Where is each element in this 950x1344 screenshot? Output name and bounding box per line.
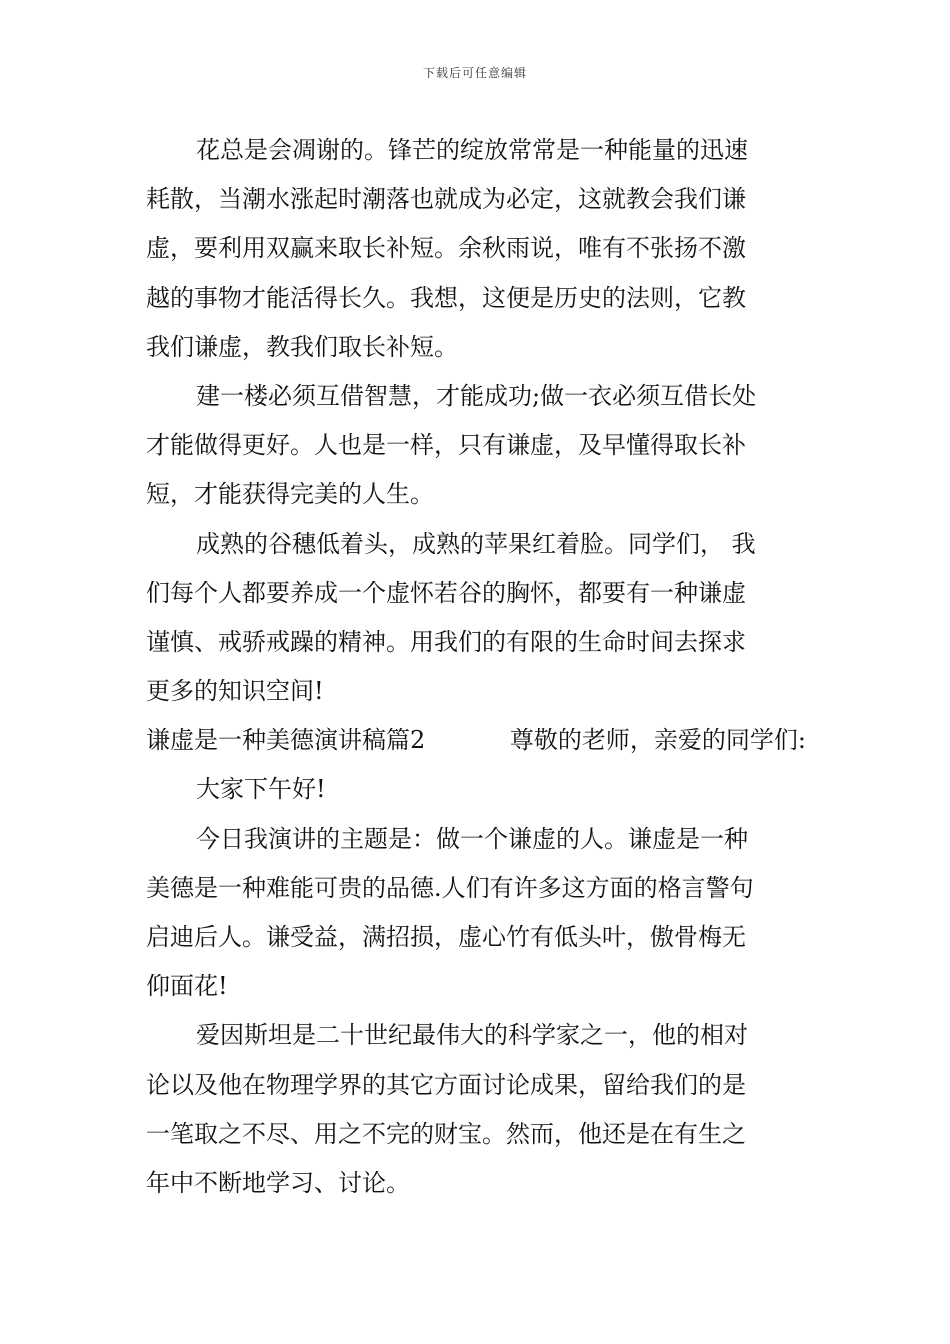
paragraph-line: 今日我演讲的主题是：做一个谦虚的人。谦虚是一种 xyxy=(196,824,748,853)
salutation: 尊敬的老师，亲爱的同学们: xyxy=(509,726,806,755)
paragraph-line: 更多的知识空间! xyxy=(146,677,324,706)
paragraph-5 xyxy=(146,1011,806,1208)
paragraph-line: 花总是会凋谢的。锋芒的绽放常常是一种能量的迅速 xyxy=(196,136,748,164)
paragraph-line: 一笔取之不尽、用之不完的财宝。然而，他还是在有生之 xyxy=(146,1119,746,1148)
paragraph-line: 论以及他在物理学界的其它方面讨论成果，留给我们的是 xyxy=(146,1070,746,1099)
paragraph-line: 我们谦虚，教我们取长补短。 xyxy=(146,332,458,361)
paragraph-line: 仰面花! xyxy=(146,972,228,1001)
paragraph-line: 成熟的谷穗低着头，成熟的苹果红着脸。同学们， 我 xyxy=(196,529,756,558)
paragraph-3 xyxy=(146,520,806,717)
paragraph-line: 年中不断地学习、讨论。 xyxy=(146,1168,410,1197)
paragraph-line: 越的事物才能活得长久。我想，这便是历史的法则，它教 xyxy=(146,283,746,312)
page-header-note: 下载后可任意编辑 xyxy=(422,66,527,80)
paragraph-2 xyxy=(146,372,806,520)
paragraph-line: 才能做得更好。人也是一样，只有谦虚，及早懂得取长补 xyxy=(146,431,746,460)
paragraph-line: 耗散，当潮水涨起时潮落也就成为必定，这就教会我们谦 xyxy=(146,185,746,214)
paragraph-4 xyxy=(146,815,806,1012)
paragraph-1 xyxy=(146,126,806,372)
section-title-row xyxy=(146,716,806,765)
paragraph-line: 美德是一种难能可贵的品德.人们有许多这方面的格言警句 xyxy=(146,873,754,902)
paragraph-line: 虚，要利用双赢来取长补短。余秋雨说，唯有不张扬不激 xyxy=(146,234,746,263)
paragraph-line: 启迪后人。谦受益，满招损，虚心竹有低头叶，傲骨梅无 xyxy=(146,923,746,951)
paragraph-line: 们每个人都要养成一个虚怀若谷的胸怀，都要有一种谦虚 xyxy=(146,578,746,607)
document-body xyxy=(146,126,806,1208)
section-title: 谦虚是一种美德演讲稿篇2 xyxy=(146,726,426,755)
paragraph-line: 爱因斯坦是二十世纪最伟大的科学家之一，他的相对 xyxy=(196,1021,748,1050)
greeting: 大家下午好! xyxy=(196,775,326,804)
paragraph-line: 短，才能获得完美的人生。 xyxy=(146,480,434,509)
paragraph-line: 谨慎、戒骄戒躁的精神。用我们的有限的生命时间去探求 xyxy=(146,627,746,656)
paragraph-line: 建一楼必须互借智慧，才能成功;做一衣必须互借长处 xyxy=(196,381,757,410)
